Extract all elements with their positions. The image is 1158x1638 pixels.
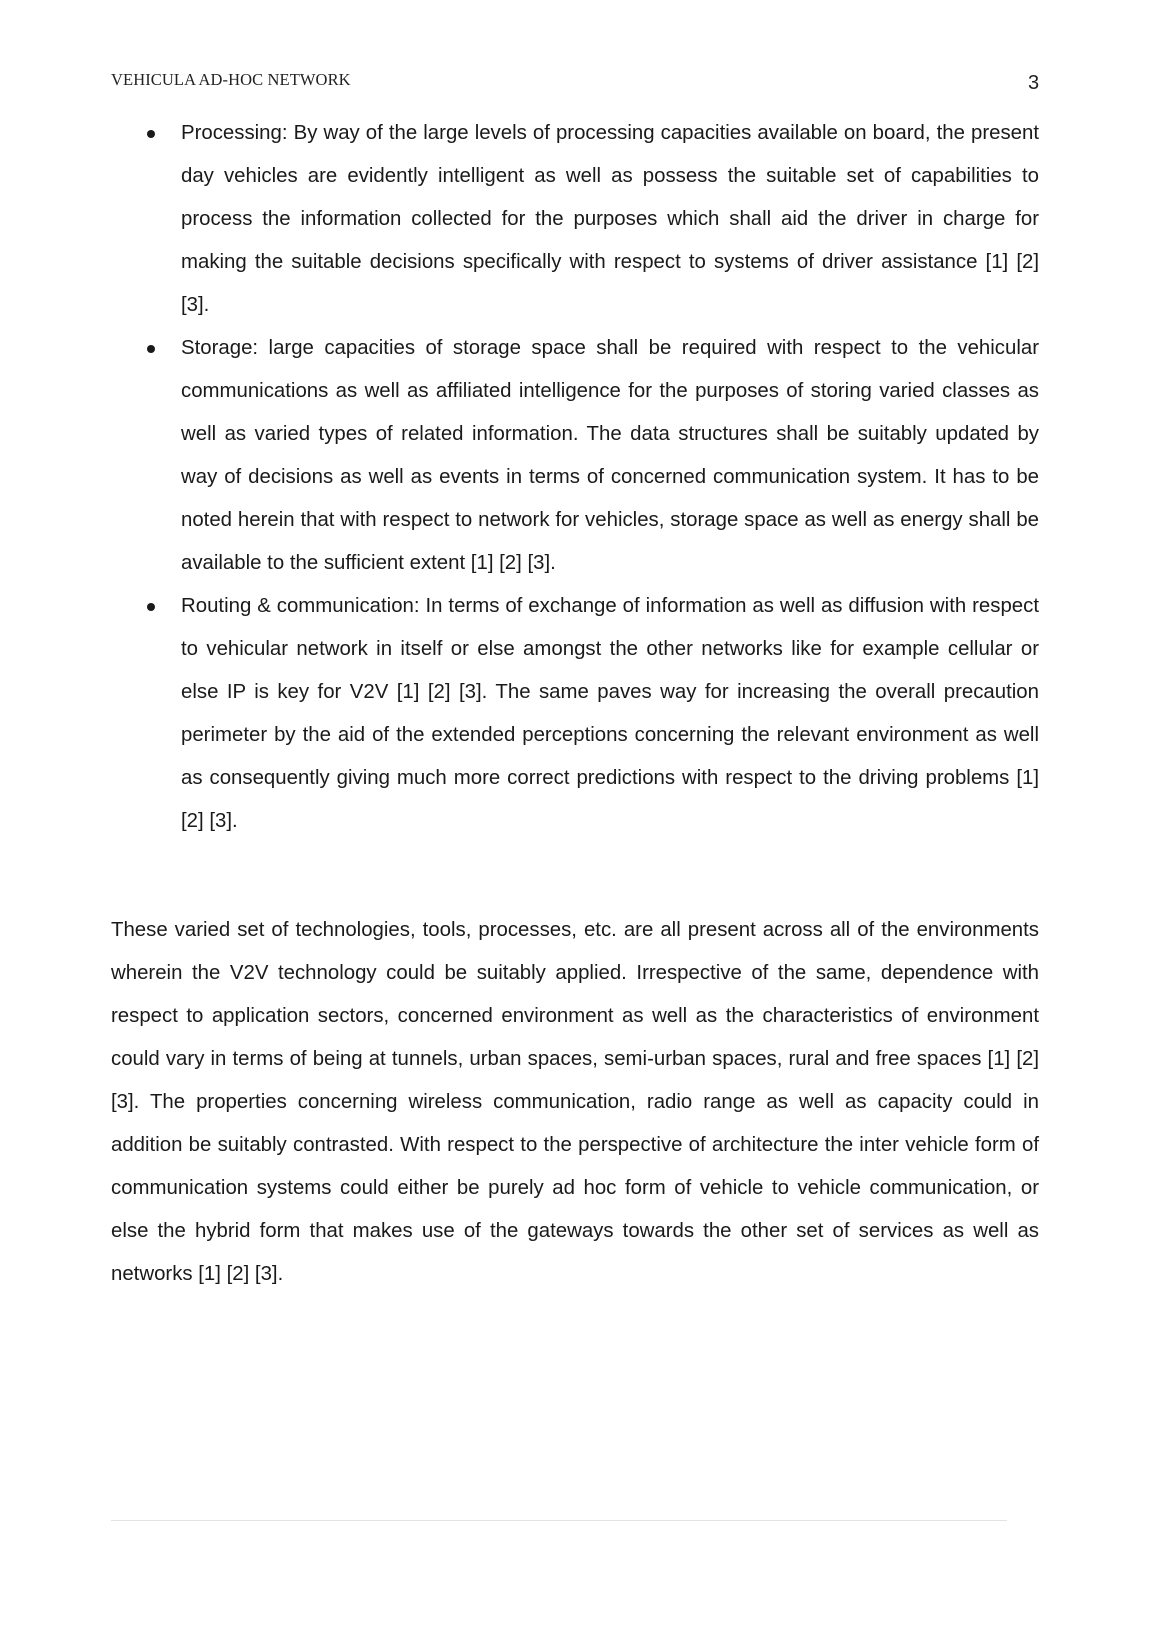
bullet-item-storage xyxy=(111,327,1039,585)
bullet-marker xyxy=(147,603,155,611)
bullet-text: Routing & communication: In terms of exchange of information as well as diffusion with respect to vehicular network in itself or else amongst the other networks like for example cellular or else IP is key for V2V [1] [2] [3]. The same paves way for increasing the overall precaution perimeter by the aid of the extended perceptions concerning the relevant environment as well as consequently giving much more correct predictions with respect to the driving problems [1] [2] [3]. xyxy=(181,595,1039,832)
bullet-text: Storage: large capacities of storage space shall be required with respect to the vehicular communications as well as affiliated intelligence for the purposes of storing varied classes as well as varied types of related information. The data structures shall be suitably updated by way of decisions as well as events in terms of concerned communication system. It has to be noted herein that with respect to network for vehicles, storage space as well as energy shall be available to the sufficient extent [1] [2] [3]. xyxy=(181,337,1039,574)
body-paragraph: These varied set of technologies, tools, processes, etc. are all present across all of the environments wherein the V2V technology could be suitably applied. Irrespective of the same, dependence with respect to application sectors, concerned environment as well as the characteristics of environment could vary in terms of being at tunnels, urban spaces, semi-urban spaces, rural and free spaces [1] [2] [3]. The properties concerning wireless communication, radio range as well as capacity could in addition be suitably contrasted. With respect to the perspective of architecture the inter vehicle form of communication systems could either be purely ad hoc form of vehicle to vehicle communication, or else the hybrid form that makes use of the gateways towards the other set of services as well as networks [1] [2] [3]. xyxy=(111,919,1039,1285)
bullet-marker xyxy=(147,345,155,353)
bullet-marker xyxy=(147,130,155,138)
page-number: 3 xyxy=(1028,72,1040,94)
bullet-list xyxy=(111,112,1039,843)
bullet-text: Processing: By way of the large levels of processing capacities available on board, the present day vehicles are evidently intelligent as well as possess the suitable set of capabilities to process the information collected for the purposes which shall aid the driver in charge for making the suitable decisions specifically with respect to systems of driver assistance [1] [2] [3]. xyxy=(181,122,1039,316)
bullet-item-routing xyxy=(111,585,1039,843)
bullet-item-processing xyxy=(111,112,1039,327)
running-header-title: VEHICULA AD-HOC NETWORK xyxy=(111,70,351,89)
footer-divider xyxy=(111,1520,1007,1521)
